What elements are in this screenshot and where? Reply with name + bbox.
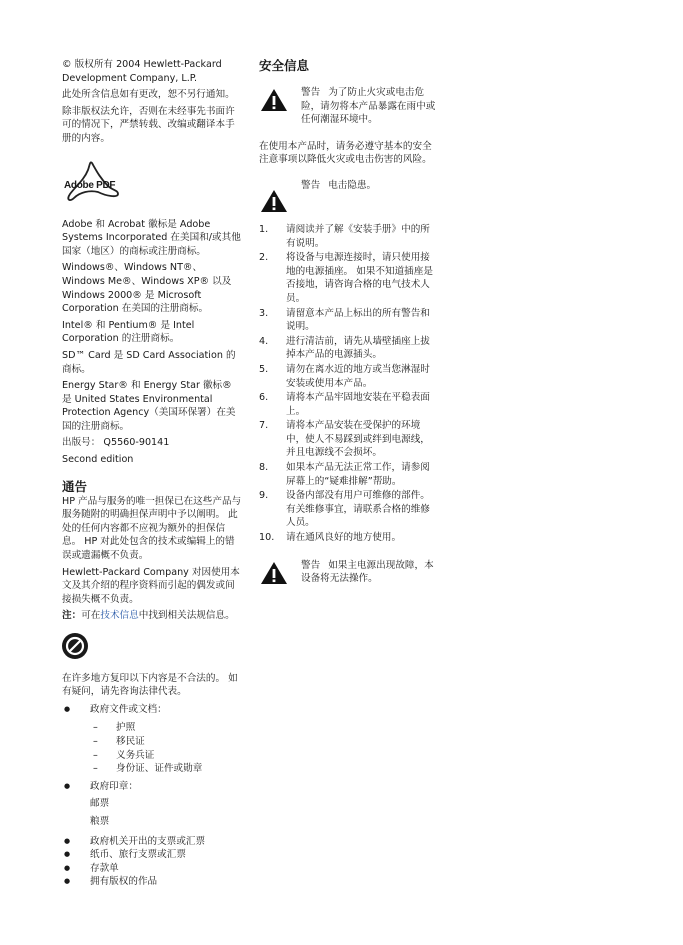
list-item: 2. 将设备与电源连接时，请只使用接地的电源插座。 如果不知道插座是否接地，请咨询合格的电气技术人员。 bbox=[259, 252, 433, 304]
list-item: 7. 请将本产品安装在受保护的环境中，使人不易踩到或绊到电源线，并且电源线不会损坏。 bbox=[259, 420, 430, 459]
prohibited-icon bbox=[62, 633, 88, 659]
list-item: ● 拥有版权的作品 bbox=[62, 875, 242, 889]
safety-steps bbox=[259, 223, 439, 545]
list-item: ● 纸币、旅行支票或汇票 bbox=[62, 848, 242, 862]
list-item: 6. 请将本产品牢固地安装在平稳表面上。 bbox=[259, 392, 430, 417]
reproduction-notice: 除非版权法允许，否则在未经事先书面许可的情况下，严禁转载、改编或翻译本手册的内容。 bbox=[62, 105, 235, 144]
warning-text: 如果主电源出现故障，本设备将无法操作。 bbox=[301, 559, 434, 585]
prohibited-list bbox=[62, 703, 242, 717]
note-post: 中找到相关法规信息。 bbox=[138, 610, 235, 622]
warning-power bbox=[259, 559, 439, 591]
note-label: 注： bbox=[62, 610, 82, 622]
change-notice: 此处所含信息如有更改，恕不另行通知。 bbox=[62, 89, 235, 101]
warning-label: 警告 bbox=[301, 87, 321, 98]
notice-liability: Hewlett-Packard Company 对因使用本文及其介绍的程序资料而引起的偶发或间接损失概不负责。 bbox=[62, 566, 240, 605]
safety-intro: 在使用本产品时，请务必遵守基本的安全注意事项以降低火灾或电击伤害的风险。 bbox=[259, 140, 432, 166]
stamp-item: 邮票 bbox=[90, 798, 110, 810]
list-item bbox=[62, 780, 242, 794]
list-item: – 护照 bbox=[62, 721, 242, 735]
trademark-sd: SD™ Card 是 SD Card Association 的商标。 bbox=[62, 349, 236, 375]
edition-number: 出版号： Q5560-90141 bbox=[62, 437, 170, 449]
warning-shock bbox=[259, 179, 439, 211]
warning-label: 警告 bbox=[301, 559, 321, 571]
tech-info-link[interactable]: 技术信息 bbox=[100, 610, 139, 622]
list-item: ● 存款单 bbox=[62, 862, 242, 876]
warning-label: 警告 bbox=[301, 179, 321, 191]
list-item: 10. 请在通风良好的地方使用。 bbox=[259, 532, 402, 544]
logo-label: Adobe PDF bbox=[64, 179, 116, 191]
trademark-intel: Intel® 和 Pentium® 是 Intel Corporation 的注册商标。 bbox=[62, 319, 195, 345]
list-item: – 身份证、证件或勋章 bbox=[62, 762, 242, 776]
list-item: – 移民证 bbox=[62, 735, 242, 749]
left-column bbox=[62, 58, 242, 889]
warning-fire bbox=[259, 86, 439, 127]
copyright-text: © 版权所有 2004 Hewlett-Packard Development Company, L.P. bbox=[62, 59, 222, 84]
list-item: 4. 进行清洁前，请先从墙壁插座上拔掉本产品的电源插头。 bbox=[259, 335, 430, 361]
list-item: 3. 请留意本产品上标出的所有警告和说明。 bbox=[259, 307, 430, 333]
warning-icon bbox=[260, 189, 288, 213]
list-item: – 义务兵证 bbox=[62, 749, 242, 763]
list-item: 9. 设备内部没有用户可维修的部件。 有关维修事宜，请联系合格的维修人员。 bbox=[259, 490, 430, 529]
right-column bbox=[259, 58, 439, 591]
warning-icon bbox=[260, 88, 288, 112]
stamp-item: 粮票 bbox=[90, 815, 110, 827]
trademark-adobe: Adobe 和 Acrobat 徽标是 Adobe Systems Incorporated 在美国和/或其他国家（地区）的商标或注册商标。 bbox=[62, 218, 241, 257]
notice-warranty: HP 产品与服务的唯一担保已在这些产品与服务随附的明确担保声明中予以阐明。 此处的任何内容都不应视为额外的担保信息。 HP 对此处包含的技术或编辑上的错误或遗漏概不负责。 bbox=[62, 495, 242, 562]
prohibited-list-2 bbox=[62, 780, 242, 794]
warning-text: 电击隐患。 bbox=[328, 179, 377, 191]
list-item: ● 政府机关开出的支票或汇票 bbox=[62, 835, 242, 849]
docs-sublist bbox=[62, 721, 242, 775]
bullet-stamps: 政府印章： bbox=[90, 780, 138, 792]
warning-icon bbox=[260, 561, 288, 585]
list-item: 8. 如果本产品无法正常工作，请参阅屏幕上的“疑难排解”帮助。 bbox=[259, 462, 430, 487]
edition: Second edition bbox=[62, 454, 134, 466]
trademark-energy-star: Energy Star® 和 Energy Star 徽标® 是 United States Environmental Protection Agency（美国环保署）在美国的注册商标。 bbox=[62, 380, 236, 432]
bullet-docs: 政府文件或文档： bbox=[90, 703, 167, 715]
trademark-windows: Windows®、Windows NT®、Windows Me®、Windows XP® 以及 Windows 2000® 是 Microsoft Corporation 在美国的注册商标。 bbox=[62, 262, 232, 315]
warning-text: 为了防止火灾或电击危险，请勿将本产品暴露在雨中或任何潮湿环境中。 bbox=[301, 87, 436, 126]
note-pre: 可在 bbox=[81, 610, 101, 622]
adobe-pdf-logo bbox=[62, 160, 122, 204]
prohibited-intro: 在许多地方复印以下内容是不合法的。 如有疑问，请先咨询法律代表。 bbox=[62, 672, 238, 698]
note bbox=[62, 609, 242, 623]
list-item: 5. 请勿在离水近的地方或当您淋湿时安装或使用本产品。 bbox=[259, 363, 430, 389]
safety-heading: 安全信息 bbox=[259, 58, 310, 73]
notice-heading: 通告 bbox=[62, 478, 88, 494]
list-item: 1. 请阅读并了解《安装手册》中的所有说明。 bbox=[259, 223, 430, 249]
list-item bbox=[62, 703, 242, 717]
prohibited-list-3 bbox=[62, 835, 242, 889]
